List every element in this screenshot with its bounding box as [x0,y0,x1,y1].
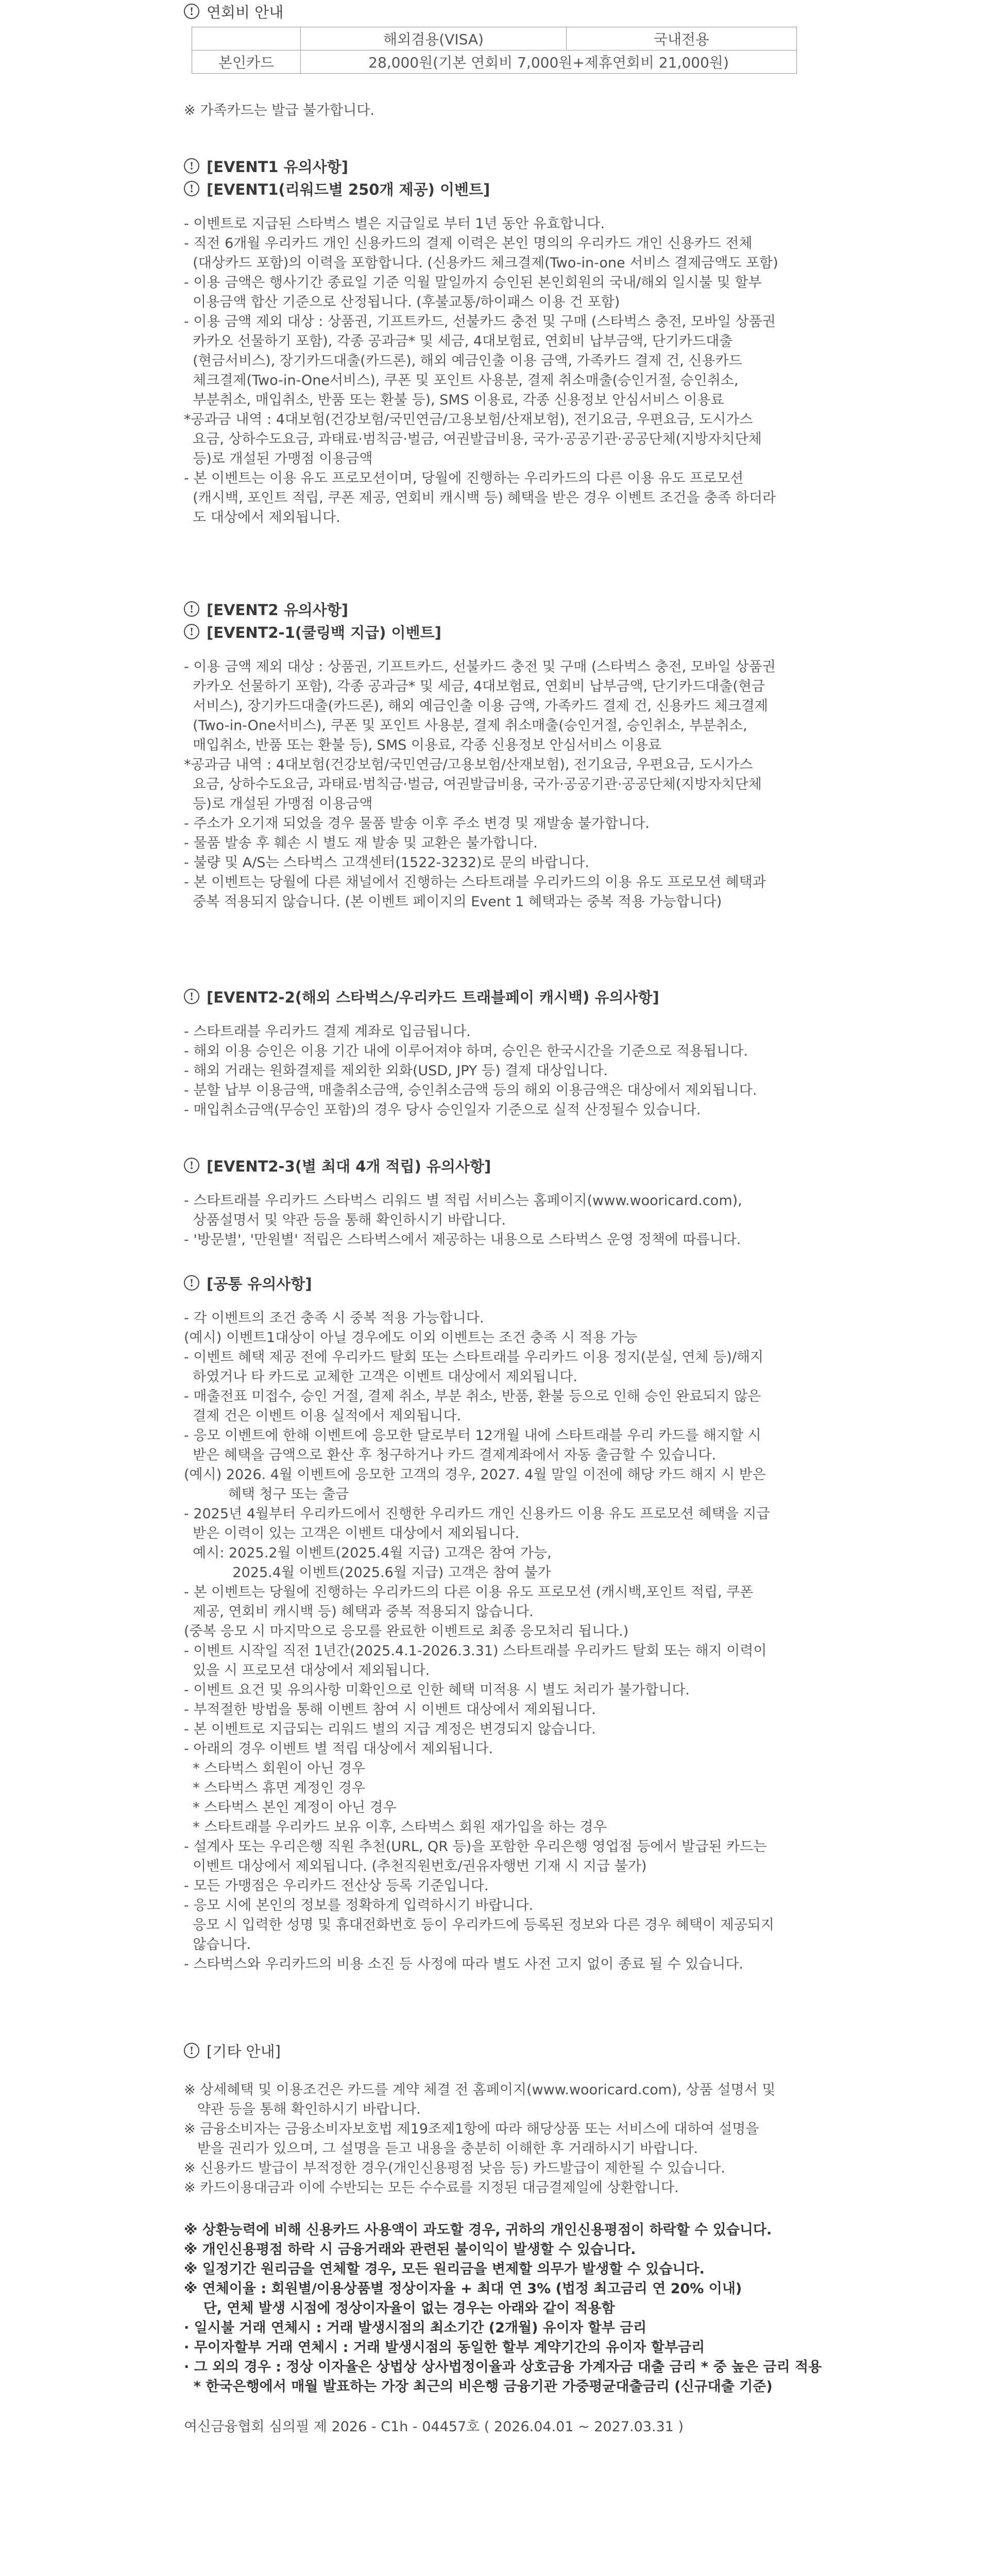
event1-subtitle-text: [EVENT1(리워드별 250개 제공) 이벤트] [207,180,490,198]
event2-section [184,598,812,912]
event23-title [184,1154,812,1177]
common-line: * 스타벅스 휴면 계정인 경우 [184,1780,365,1796]
common-line: * 스타트래블 우리카드 보유 이후, 스타벅스 회원 재가입을 하는 경우 [184,1819,607,1835]
fee-note [184,101,812,121]
event2-line: 매입취소, 반품 또는 환불 등), SMS 이용료, 각종 신용정보 안심서비스 이용료 [184,737,662,753]
etc-bold-line: 단, 연체 발생 시점에 정상이자율이 없는 경우는 아래와 같이 적용함 [184,2300,615,2316]
event22-section [184,985,812,1120]
event23-title-text: [EVENT2-3(별 최대 4개 적립) 유의사항] [207,1157,491,1175]
event1-line: - 이용 금액 제외 대상 : 상품권, 기프트카드, 선불카드 충전 및 구매 (스타벅스 충전, 모바일 상품권 [184,314,776,330]
etc-bold-line: · 일시불 거래 연체시 : 거래 발생시점의 최소기간 (2개월) 유이자 할부 금리 [184,2320,647,2336]
common-line: 결제 건은 이벤트 이용 실적에서 제외됩니다. [184,1408,462,1424]
event1-line: 이용금액 합산 기준으로 산정됩니다. (후불교통/하이패스 이용 건 포함) [184,294,620,310]
event23-line: - 스타트래블 우리카드 스타벅스 리워드 별 적립 서비스는 홈페이지(www.wooricard.com), [184,1193,742,1209]
event1-line: - 이벤트로 지급된 스타벅스 별은 지급일로 부터 1년 동안 유효합니다. [184,216,605,232]
info-icon: ! [184,158,199,174]
common-line: - 부적절한 방법을 통해 이벤트 참여 시 이벤트 대상에서 제외됩니다. [184,1702,596,1718]
common-line: 받은 혜택을 금액으로 환산 후 청구하거나 카드 결제계좌에서 자동 출금할 수 있습니다. [184,1447,717,1463]
event1-line: - 본 이벤트는 이용 유도 프로모션이며, 당월에 진행하는 우리카드의 다른 이용 유도 프로모션 [184,470,744,486]
event23-list [184,1191,812,1250]
event1-line: 부분취소, 매입취소, 반품 또는 환불 등), SMS 이용료, 각종 신용정보 안심서비스 이용료 [184,392,724,408]
common-line: 않습니다. [184,1937,251,1953]
event2-line: 중복 적용되지 않습니다. (본 이벤트 페이지의 Event 1 혜택과는 중복 적용 가능합니다) [184,894,722,910]
common-line: * 스타벅스 회원이 아닌 경우 [184,1760,365,1776]
common-line: 예시: 2025.2월 이벤트(2025.4월 지급) 고객은 참여 가능, [184,1545,552,1561]
fee-section [184,0,812,23]
event2-title [184,598,812,620]
info-icon: ! [184,2043,199,2058]
common-line: - 2025년 4월부터 우리카드에서 진행한 우리카드 개인 신용카드 이용 유도 프로모션 혜택을 지급 [184,1506,770,1522]
fee-row-label: 본인카드 [192,50,301,74]
common-line: 있을 시 프로모션 대상에서 제외됩니다. [184,1663,430,1679]
event1-title [184,155,812,177]
event1-line: (캐시백, 포인트 적립, 쿠폰 제공, 연회비 캐시백 등) 혜택을 받은 경우 이벤트 조건을 충족 하더라 [184,490,776,506]
info-icon: ! [184,601,199,617]
etc-line: ※ 신용카드 발급이 부적정한 경우(개인신용평점 낮음 등) 카드발급이 제한될 수 있습니다. [184,2160,725,2176]
fee-title [184,0,812,23]
common-line: - 이벤트 시작일 직전 1년간(2025.4.1-2026.3.31) 스타트래블 우리카드 탈회 또는 해지 이력이 [184,1643,767,1659]
event1-line: *공과금 내역 : 4대보험(건강보험/국민연금/고용보험/산재보험), 전기요금, 우편요금, 도시가스 [184,412,753,428]
event2-title-text: [EVENT2 유의사항] [207,601,348,619]
common-line: - 본 이벤트는 당월에 진행하는 우리카드의 다른 이용 유도 프로모션 (캐시백,포인트 적립, 쿠폰 [184,1584,754,1600]
etc-bold-line: ※ 연체이율 : 회원별/이용상품별 정상이자율 + 최대 연 3% (법정 최고금리 연 20% 이내) [184,2281,742,2297]
event1-subtitle [184,177,812,200]
event22-line: - 매입취소금액(무승인 포함)의 경우 당사 승인일자 기준으로 실적 산정될수 있습니다. [184,1102,701,1118]
event22-title-text: [EVENT2-2(해외 스타벅스/우리카드 트래블페이 캐시백) 유의사항] [207,988,659,1006]
common-line: - 모든 가맹점은 우리카드 전산상 등록 기준입니다. [184,1878,489,1894]
etc-list [184,2080,812,2198]
common-line: - 응모 시에 본인의 정보를 정확하게 입력하시기 바랍니다. [184,1897,534,1913]
common-line: - 각 이벤트의 조건 충족 시 중복 적용 가능합니다. [184,1310,484,1326]
common-line: (중복 응모 시 마지막으로 응모를 완료한 이벤트로 최종 응모처리 됩니다.) [184,1623,629,1639]
event2-line: *공과금 내역 : 4대보험(건강보험/국민연금/고용보험/산재보험), 전기요금, 우편요금, 도시가스 [184,757,753,773]
fee-note-text: ※ 가족카드는 발급 불가합니다. [184,103,374,118]
event22-line: - 해외 거래는 원화결제를 제외한 외화(USD, JPY 등) 결제 대상입니다. [184,1063,608,1079]
event1-line: 도 대상에서 제외됩니다. [184,510,340,526]
event2-line: - 본 이벤트는 당월에 다른 채널에서 진행하는 스타트래블 우리카드의 이용 유도 프로모션 혜택과 [184,874,766,890]
etc-bold-line: · 그 외의 경우 : 정상 이자율은 상법상 상사법정이율과 상호금융 가계자금 대출 금리 * 중 높은 금리 적용 [184,2359,822,2375]
approval-footer: 여신금융협회 심의필 제 2026 - C1h - 04457호 ( 2026.04.01 ~ 2027.03.31 ) [184,2419,684,2435]
fee-table-corner [192,27,301,50]
etc-title [184,2039,812,2062]
etc-bold-line: * 한국은행에서 매월 발표하는 가장 최근의 비은행 금융기관 가중평균대출금리 (신규대출 기준) [184,2379,773,2395]
event23-line: 상품설명서 및 약관 등을 통해 확인하시기 바랍니다. [184,1212,506,1228]
common-section [184,1272,812,1974]
event1-line: (대상카드 포함)의 이력을 포함합니다. (신용카드 체크결제(Two-in-one 서비스 결제금액도 포함) [184,255,778,271]
common-title [184,1272,812,1294]
event2-line: - 물품 발송 후 훼손 시 별도 재 발송 및 교환은 불가합니다. [184,835,538,851]
info-icon: ! [184,624,199,639]
info-icon: ! [184,4,199,19]
event2-line: 카카오 선물하기 포함), 각종 공과금* 및 세금, 4대보험료, 연회비 납부금액, 단기카드대출(현금 [184,679,765,694]
event2-subtitle-text: [EVENT2-1(쿨링백 지급) 이벤트] [207,623,441,641]
event2-line: - 이용 금액 제외 대상 : 상품권, 기프트카드, 선불카드 충전 및 구매 (스타벅스 충전, 모바일 상품권 [184,659,776,675]
event1-line: (현금서비스), 장기카드대출(카드론), 해외 예금인출 이용 금액, 가족카드 결제 건, 신용카드 [184,353,742,369]
event1-line: 요금, 상하수도요금, 과태료·범칙금·벌금, 여권발급비용, 국가·공공기관·공공단체(지방자치단체 [184,431,762,447]
info-icon: ! [184,1158,199,1173]
etc-bold-line: ※ 개인신용평점 하락 시 금융거래와 관련된 불이익이 발생할 수 있습니다. [184,2242,636,2258]
common-line: 제공, 연회비 캐시백 등) 혜택과 중복 적용되지 않습니다. [184,1604,534,1620]
event1-section [184,155,812,528]
event1-line: 카카오 선물하기 포함), 각종 공과금* 및 세금, 4대보험료, 연회비 납부금액, 단기카드대출 [184,333,733,349]
common-line: - 이벤트 혜택 제공 전에 우리카드 탈회 또는 스타트래블 우리카드 이용 정지(분실, 연체 등)/해지 [184,1349,764,1365]
fee-col-overseas: 해외겸용(VISA) [301,27,567,50]
etc-line: 받을 권리가 있으며, 그 설명을 듣고 내용을 충분히 이해한 후 거래하시기 바랍니다. [184,2141,698,2157]
common-line: - 아래의 경우 이벤트 별 적립 대상에서 제외됩니다. [184,1741,493,1757]
info-icon: ! [184,1275,199,1291]
common-line: - 스타벅스와 우리카드의 비용 소진 등 사정에 따라 별도 사전 고지 없이 종료 될 수 있습니다. [184,1956,744,1972]
common-line: - 이벤트 요건 및 유의사항 미확인으로 인한 혜택 미적용 시 별도 처리가 불가합니다. [184,1682,690,1698]
fee-row-value: 28,000원(기본 연회비 7,000원+제휴연회비 21,000원) [301,50,797,74]
event22-line: - 해외 이용 승인은 이용 기간 내에 이루어져야 하며, 승인은 한국시간을 기준으로 적용됩니다. [184,1043,748,1059]
etc-bold-line: · 무이자할부 거래 연체시 : 거래 발생시점의 동일한 할부 계약기간의 유이자 할부금리 [184,2340,705,2355]
event1-line: - 직전 6개월 우리카드 개인 신용카드의 결제 이력은 본인 명의의 우리카드 개인 신용카드 전체 [184,235,753,251]
common-line: 2025.4월 이벤트(2025.6월 지급) 고객은 참여 불가 [184,1565,551,1581]
etc-line: ※ 카드이용대금과 이에 수반되는 모든 수수료를 지정된 대금결제일에 상환합니다. [184,2180,679,2196]
etc-line: ※ 상세혜택 및 이용조건은 카드를 계약 체결 전 홈페이지(www.wooricard.com), 상품 설명서 및 [184,2082,776,2098]
event22-list [184,1022,812,1120]
event2-line: 등)로 개설된 가맹점 이용금액 [184,796,373,812]
common-line: (예시) 이벤트1대상이 아닐 경우에도 이외 이벤트는 조건 충족 시 적용 가능 [184,1330,638,1346]
event23-section [184,1154,812,1250]
common-title-text: [공통 유의사항] [207,1275,312,1293]
fee-col-domestic: 국내전용 [567,27,797,50]
event2-line: 요금, 상하수도요금, 과태료·범칙금·벌금, 여권발급비용, 국가·공공기관·공공단체(지방자치단체 [184,776,762,792]
common-line: - 응모 이벤트에 한해 이벤트에 응모한 달로부터 12개월 내에 스타트래블 우리 카드를 해지할 시 [184,1428,761,1444]
event1-title-text: [EVENT1 유의사항] [207,158,348,176]
common-line: 받은 이력이 있는 고객은 이벤트 대상에서 제외됩니다. [184,1526,520,1541]
common-line: 혜택 청구 또는 출금 [184,1486,349,1502]
event1-line: 체크결제(Two-in-One서비스), 쿠폰 및 포인트 사용분, 결제 취소매출(승인거절, 승인취소, [184,372,739,388]
common-line: 이벤트 대상에서 제외됩니다. (추천직원번호/권유자행번 기재 시 지급 불가) [184,1858,647,1874]
info-icon: ! [184,989,199,1004]
common-list [184,1309,812,1974]
common-line: - 본 이벤트로 지급되는 리워드 별의 지급 계정은 변경되지 않습니다. [184,1721,596,1737]
fee-title-text: 연회비 안내 [207,3,284,21]
event22-line: - 스타트래블 우리카드 결제 계좌로 입금됩니다. [184,1024,471,1040]
info-icon: ! [184,181,199,196]
event22-title [184,985,812,1008]
common-line: - 설계사 또는 우리은행 직원 추천(URL, QR 등)을 포함한 우리은행 영업점 등에서 발급된 카드는 [184,1839,767,1855]
event2-list [184,657,812,912]
event1-list [184,214,812,528]
event2-line: (Two-in-One서비스), 쿠폰 및 포인트 사용분, 결제 취소매출(승인거절, 승인취소, 부분취소, [184,718,747,734]
etc-bold-list [184,2221,822,2397]
event1-line: 등)로 개설된 가맹점 이용금액 [184,451,373,467]
common-line: * 스타벅스 본인 계정이 아닌 경우 [184,1800,397,1816]
etc-title-text: [기타 안내] [207,2042,281,2060]
etc-bold-line: ※ 상환능력에 비해 신용카드 사용액이 과도할 경우, 귀하의 개인신용평점이 하락할 수 있습니다. [184,2222,772,2238]
common-line: (예시) 2026. 4월 이벤트에 응모한 고객의 경우, 2027. 4월 말일 이전에 해당 카드 해지 시 받은 [184,1467,766,1483]
etc-section [184,2039,822,2437]
event2-line: 서비스), 장기카드대출(카드론), 해외 예금인출 이용 금액, 가족카드 결제 건, 신용카드 체크결제 [184,698,768,714]
common-line: - 매출전표 미접수, 승인 거절, 결제 취소, 부분 취소, 반품, 환불 등으로 인해 승인 완료되지 않은 [184,1388,761,1404]
etc-bold-line: ※ 일정기간 원리금을 연체할 경우, 모든 원리금을 변제할 의무가 발생할 수 있습니다. [184,2261,705,2277]
event2-subtitle [184,620,812,643]
common-line: 하였거나 타 카드로 교체한 고객은 이벤트 대상에서 제외됩니다. [184,1369,577,1385]
etc-line: 약관 등을 통해 확인하시기 바랍니다. [184,2102,421,2117]
event2-line: - 불량 및 A/S는 스타벅스 고객센터(1522-3232)로 문의 바랍니다. [184,855,589,871]
event2-line: - 주소가 오기재 되었을 경우 물품 발송 이후 주소 변경 및 재발송 불가합니다. [184,816,650,832]
event1-line: - 이용 금액은 행사기간 종료일 기준 익월 말일까지 승인된 본인회원의 국내/해외 일시불 및 할부 [184,275,762,291]
event22-line: - 분할 납부 이용금액, 매출취소금액, 승인취소금액 등의 해외 이용금액은 대상에서 제외됩니다. [184,1082,757,1098]
etc-line: ※ 금융소비자는 금융소비자보호법 제19조제1항에 따라 해당상품 또는 서비스에 대하여 설명을 [184,2121,759,2137]
event23-line: - '방문별', '만원별' 적립은 스타벅스에서 제공하는 내용으로 스타벅스 운영 정책에 따릅니다. [184,1232,741,1248]
common-line: 응모 시 입력한 성명 및 휴대전화번호 등이 우리카드에 등록된 정보와 다른 경우 혜택이 제공되지 [184,1917,774,1933]
fee-table [192,27,797,74]
